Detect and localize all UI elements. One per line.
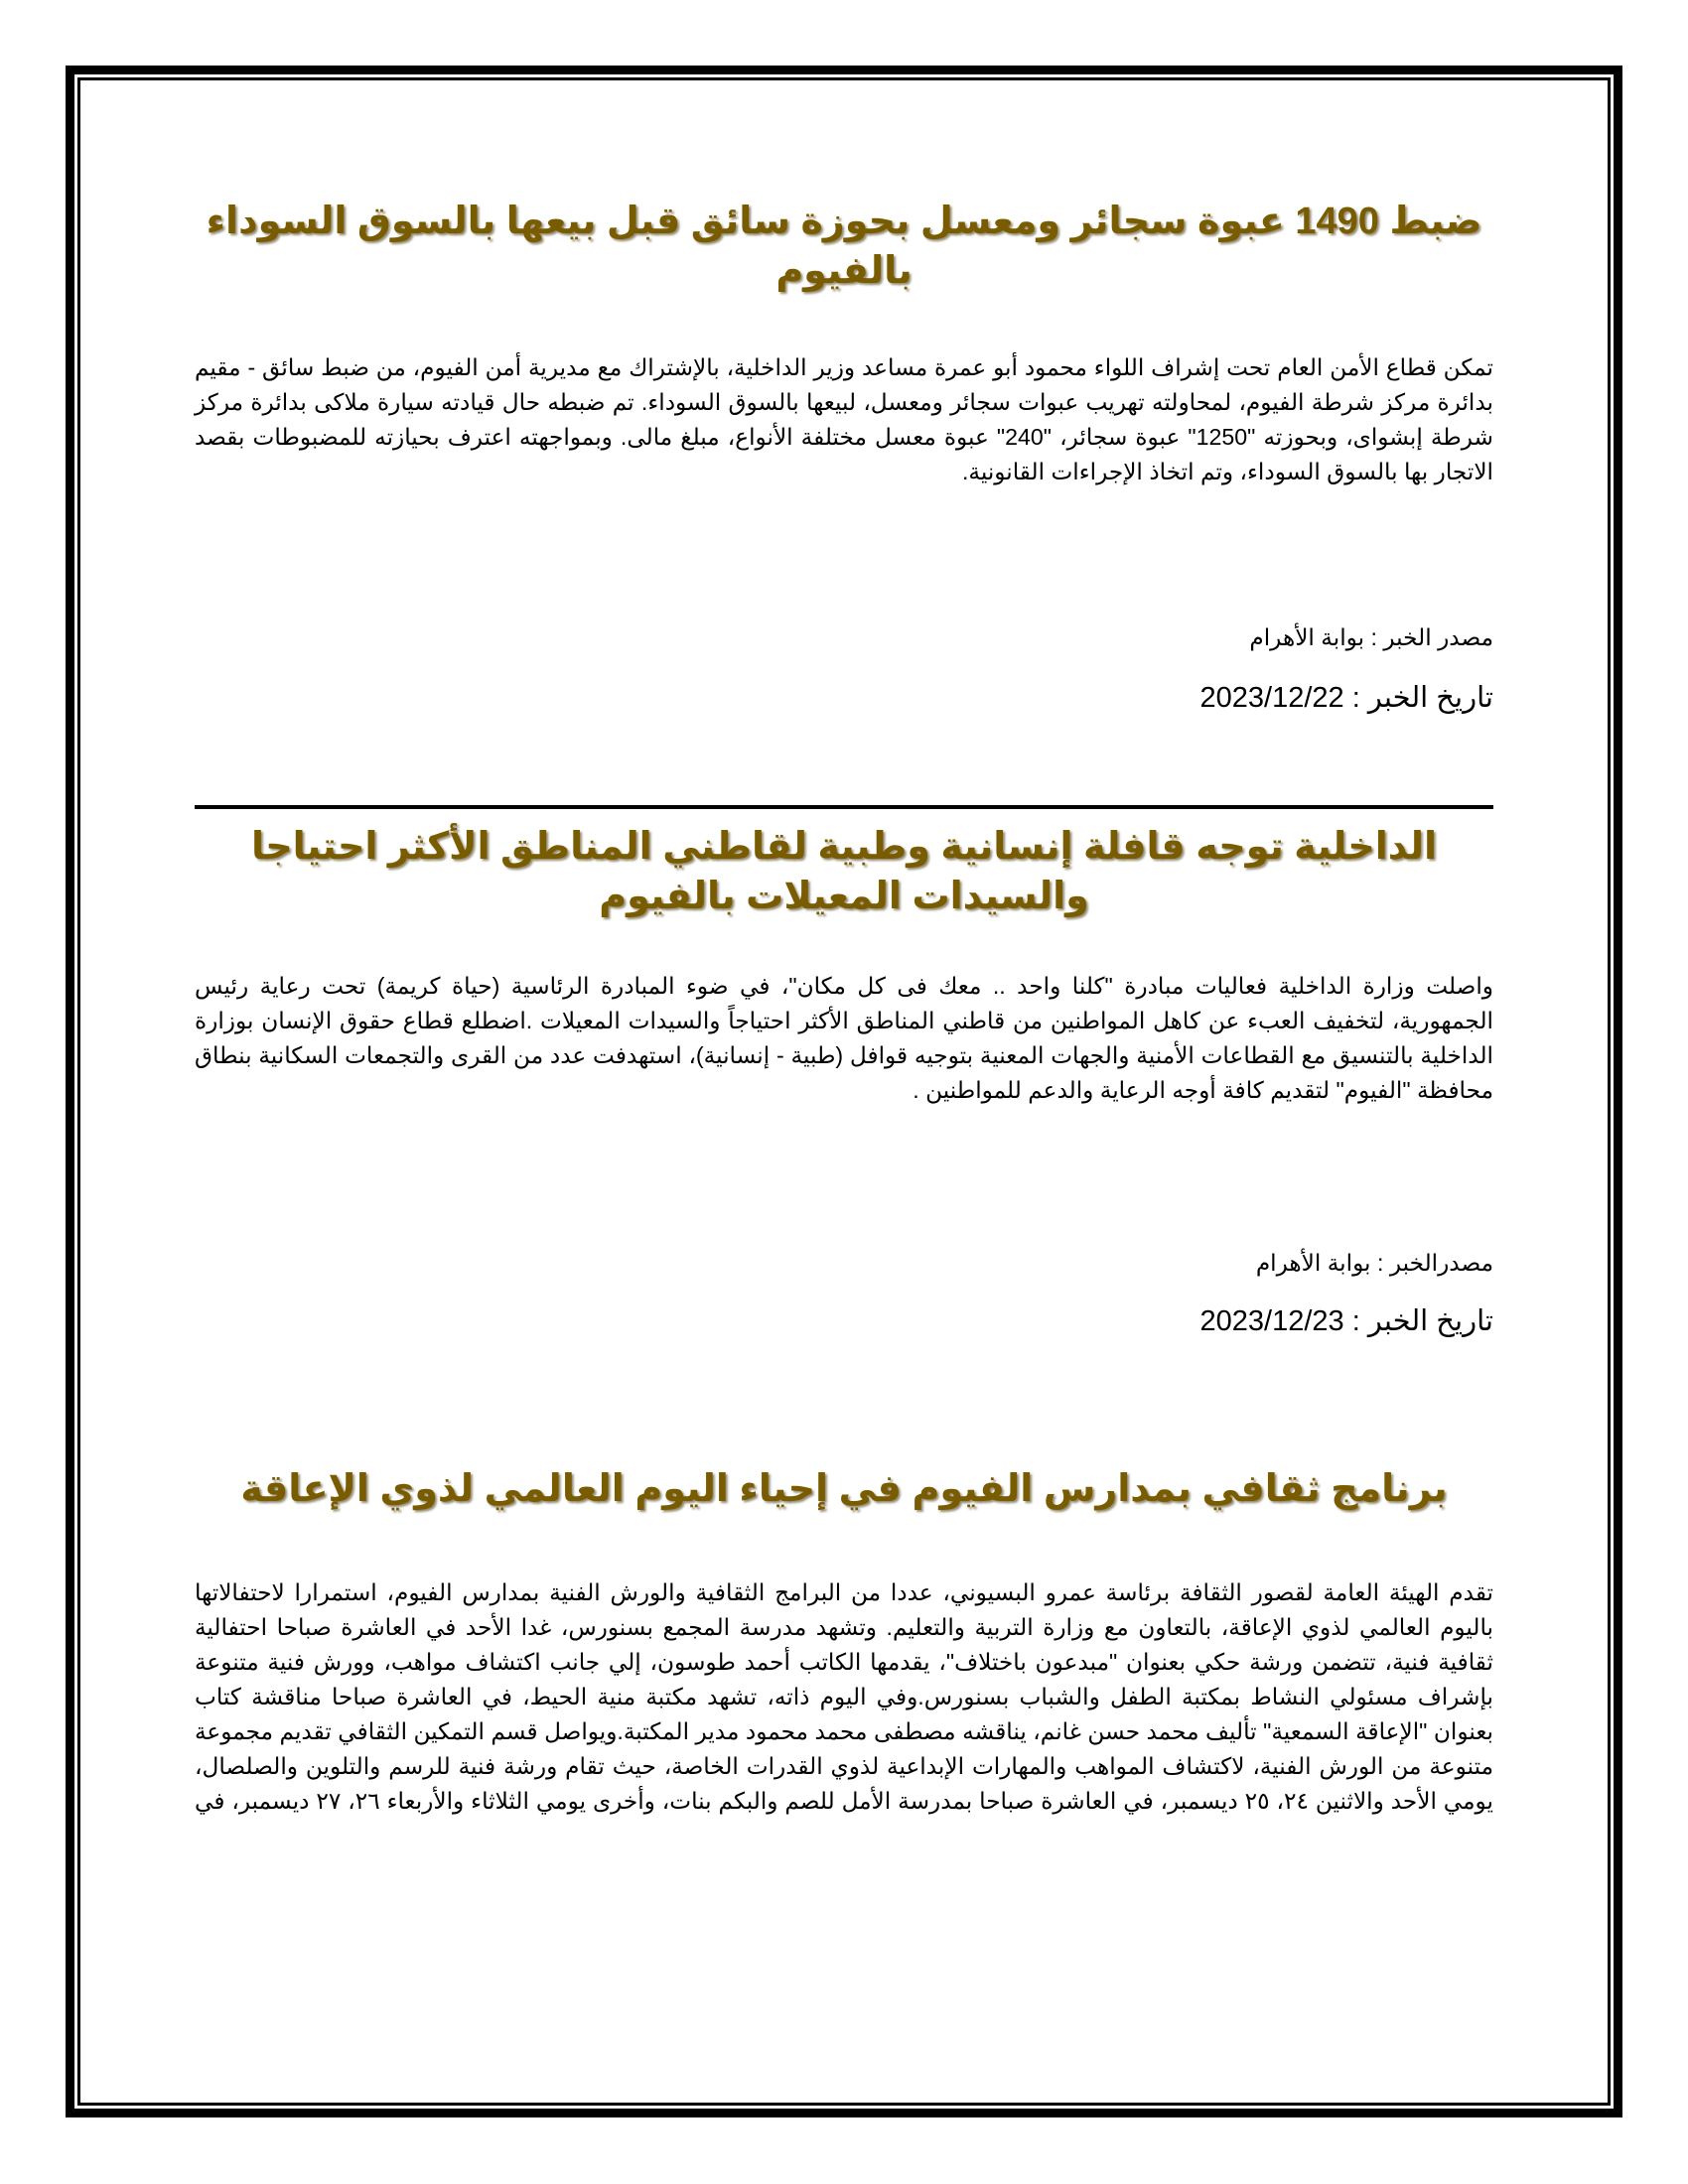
article-3-headline: برنامج ثقافي بمدارس الفيوم في إحياء اليوم العالمي لذوي الإعاقة: [240, 1468, 1448, 1510]
article-2-date: تاريخ الخبر : 2023/12/23: [1199, 1305, 1493, 1337]
document-page: [195, 0, 1493, 2184]
article-2-source: مصدرالخبر : بوابة الأهرام: [1255, 1250, 1493, 1276]
article-1-body: تمكن قطاع الأمن العام تحت إشراف اللواء محمود أبو عمرة مساعد وزير الداخلية، بالإشتراك مع مديرية أمن الفيوم، من ضبط سائق - مقيم بدائرة مركز شرطة الفيوم، لمحاولته تهريب عبوات سجائر ومعسل، لبيعها بالسوق السوداء. تم ضبطه حال قيادته سيارة ملاكى بدائرة مركز شرطة إبشواى، وبحوزته "1250" عبوة سجائر، "240" عبوة معسل مختلفة الأنواع، مبلغ مالى. وبمواجهته اعترف بحيازته للمضبوطات بقصد الاتجار بها بالسوق السوداء، وتم اتخاذ الإجراءات القانونية.: [195, 354, 1493, 484]
article-divider: [195, 805, 1493, 809]
article-1-source: مصدر الخبر : بوابة الأهرام: [1249, 624, 1493, 650]
article-2-body: واصلت وزارة الداخلية فعاليات مبادرة "كلنا واحد .. معك فى كل مكان"، في ضوء المبادرة الرئاسية (حياة كريمة) تحت رعاية رئيس الجمهورية، لتخفيف العبء عن كاهل المواطنين من قاطني المناطق الأكثر احتياجاً والسيدات المعيلات .اضطلع قطاع حقوق الإنسان بوزارة الداخلية بالتنسيق مع القطاعات الأمنية والجهات المعنية بتوجيه قوافل (طبية - إنسانية)، استهدفت عدد من القرى والتجمعات السكانية بنطاق محافظة "الفيوم" لتقديم كافة أوجه الرعاية والدعم للمواطنين .: [195, 973, 1493, 1103]
article-2-headline: الداخلية توجه قافلة إنسانية وطبية لقاطني المناطق الأكثر احتياجا والسيدات المعيلات بالفيوم: [251, 826, 1437, 917]
article-1-date: تاريخ الخبر : 2023/12/22: [1199, 682, 1493, 714]
article-3-body: تقدم الهيئة العامة لقصور الثقافة برئاسة عمرو البسيوني، عددا من البرامج الثقافية والورش الفنية بمدارس الفيوم، استمرارا لاحتفالاتها باليوم العالمي لذوي الإعاقة، بالتعاون مع وزارة التربية والتعليم. وتشهد مدرسة المجمع بسنورس، غدا الأحد في العاشرة صباحا احتفالية ثقافية فنية، تتضمن ورشة حكي بعنوان "مبدعون باختلاف"، يقدمها الكاتب أحمد طوسون، إلي جانب اكتشاف مواهب، وورش فنية متنوعة بإشراف مسئولي النشاط بمكتبة الطفل والشباب بسنورس.وفي اليوم ذاته، تشهد مكتبة منية الحيط، في العاشرة صباحا مناقشة كتاب بعنوان "الإعاقة السمعية" تأليف محمد حسن غانم، يناقشه مصطفى محمد محمود مدير المكتبة.ويواصل قسم التمكين الثقافي تقديم مجموعة متنوعة من الورش الفنية، لاكتشاف المواهب والمهارات الإبداعية لذوي القدرات الخاصة، حيث تقام ورشة فنية للرسم والتلوين والصلصال، يومي الأحد والاثنين ٢٤، ٢٥ ديسمبر، في العاشرة صباحا بمدرسة الأمل للصم والبكم بنات، وأخرى يومي الثلاثاء والأربعاء ٢٦، ٢٧ ديسمبر، في: [195, 1579, 1493, 1814]
article-1-headline: ضبط 1490 عبوة سجائر ومعسل بحوزة سائق قبل بيعها بالسوق السوداء بالفيوم: [206, 201, 1482, 292]
